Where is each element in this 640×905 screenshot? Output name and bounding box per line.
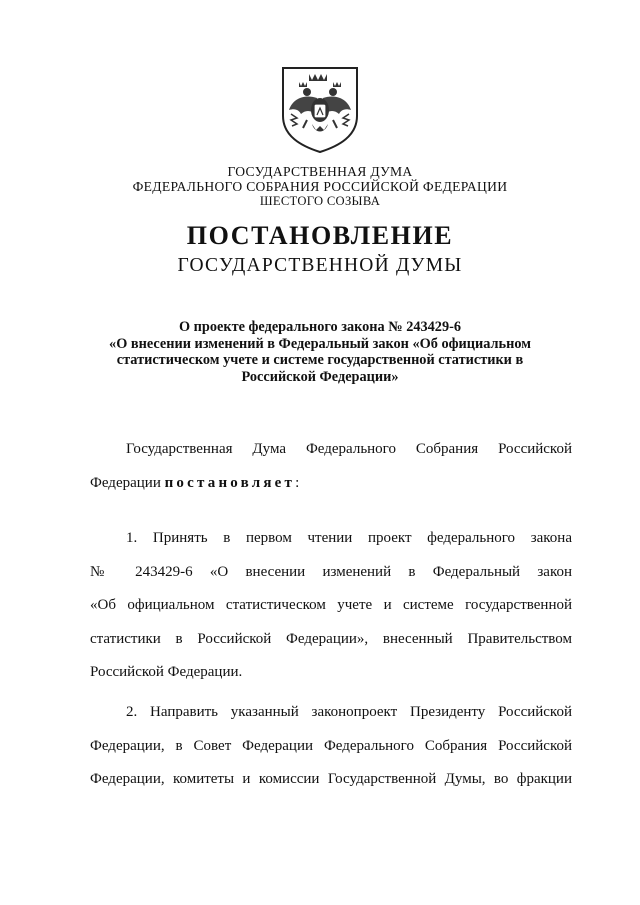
subject-line: О проекте федерального закона № 243429-6: [178, 319, 462, 335]
item-1-line: «Об официальном статистическом учете и системе государственной: [90, 597, 572, 614]
item-1-line: статистики в Российской Федерации», внесенный Правительством: [90, 630, 572, 647]
item-2-line: Федерации, комитеты и комиссии Государственной Думы, во фракции: [90, 771, 572, 788]
org-name-line-2: ФЕДЕРАЛЬНОГО СОБРАНИЯ РОССИЙСКОЙ ФЕДЕРАЦИИ: [132, 179, 508, 194]
document-type-title: ПОСТАНОВЛЕНИЕ: [186, 221, 454, 250]
item-1-paragraph: [90, 522, 572, 690]
resolves-emphasis: постановляет: [164, 474, 296, 491]
coat-of-arms-emblem: [279, 64, 361, 154]
item-2-paragraph: [90, 696, 572, 797]
item-1-line: № 243429-6 «О внесении изменений в Федеральный закон: [90, 563, 572, 580]
convocation-line: ШЕСТОГО СОЗЫВА: [259, 194, 381, 208]
document-issuer-subtitle: ГОСУДАРСТВЕННОЙ ДУМЫ: [177, 255, 463, 276]
subject-line: статистическом учете и системе государственной статистики в: [116, 352, 524, 368]
subject-line: «О внесении изменений в Федеральный закон «Об официальном: [109, 335, 531, 352]
preamble-line: [90, 467, 572, 501]
item-2-line: Федерации, в Совет Федерации Федерального Собрания Российской: [90, 737, 572, 754]
subject-heading: [60, 319, 580, 385]
subject-line: Российской Федерации»: [241, 368, 399, 385]
org-name-line-1: ГОСУДАРСТВЕННАЯ ДУМА: [227, 164, 413, 179]
item-1-line: 1. Принять в первом чтении проект федерального закона: [126, 530, 572, 546]
item-2-line: 2. Направить указанный законопроект Президенту Российской: [126, 704, 572, 720]
preamble-suffix: :: [295, 474, 300, 491]
preamble-line: Государственная Дума Федерального Собрания Российской: [126, 441, 572, 457]
preamble-prefix: Федерации: [90, 474, 165, 491]
preamble-paragraph: [90, 433, 572, 500]
item-1-line: Российской Федерации.: [90, 664, 243, 681]
